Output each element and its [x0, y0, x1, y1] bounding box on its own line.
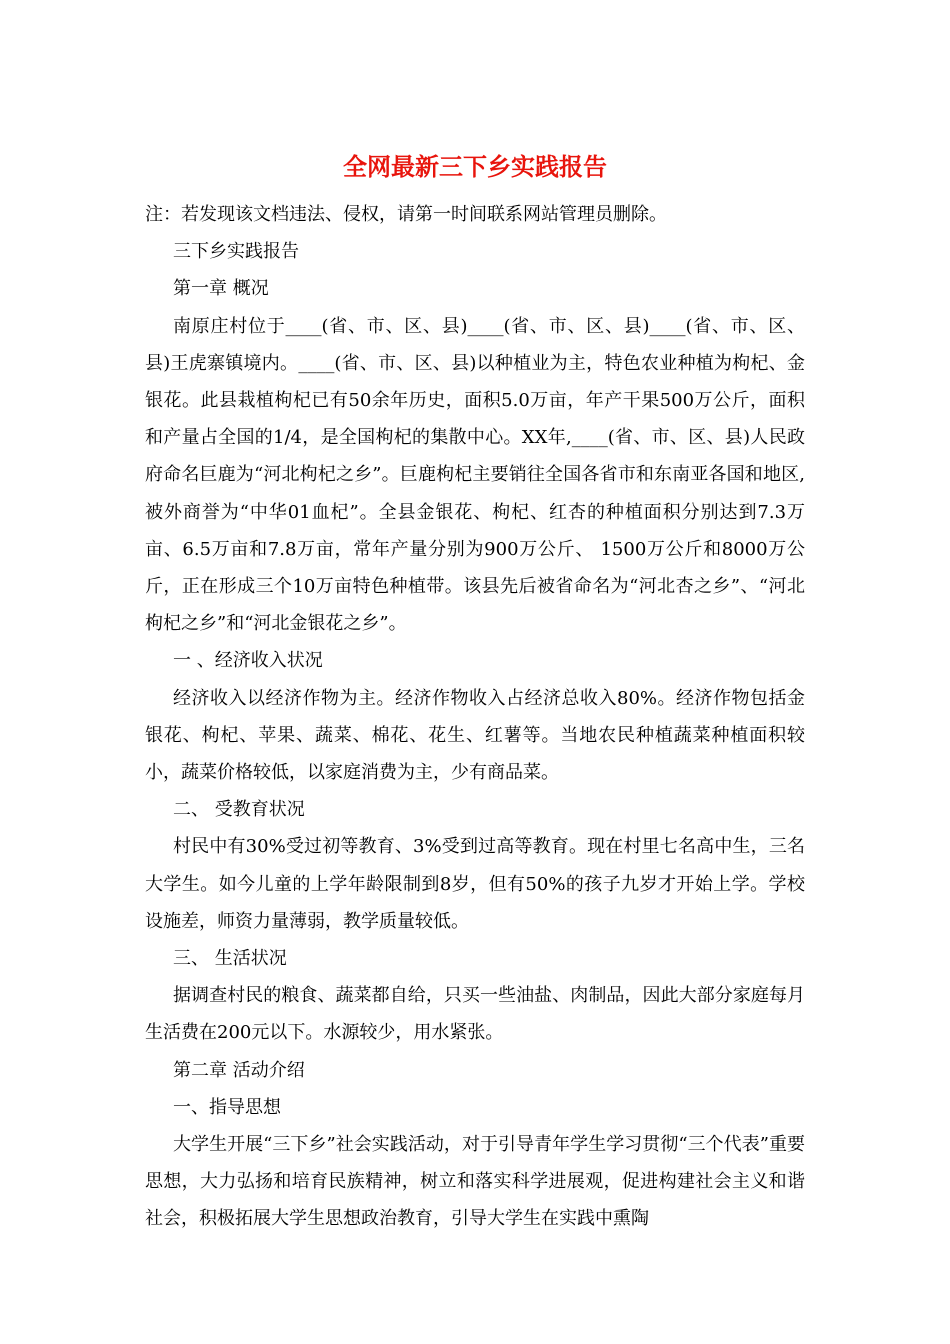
notice-paragraph: 注：若发现该文档违法、侵权，请第一时间联系网站管理员删除。	[145, 204, 667, 225]
body-paragraph: 南原庄村位于____(省、市、区、县)____(省、市、区、县)____(省、市、区、县)王虎寨镇境内。____(省、市、区、县)以种植业为主，特色农业种植为枸杞、金银花。此县栽植枸杞已有50余年历史，面积5.0万亩，年产干果500万公斤，面积和产量占全国的1/4，是全国枸杞的集散中心。XX年,____(省、市、区、县)人民政府命名巨鹿为“河北枸杞之乡”。巨鹿枸杞主要销往全国各省市和东南亚各国和地区,被外商誉为“中华01血杞”。全县金银花、枸杞、红杏的种植面积分别达到7.3万亩、6.5万亩和7.8万亩，常年产量分别为900万公斤、 1500万公斤和8000万公斤，正在形成三个10万亩特色种植带。该县先后被省命名为“河北杏之乡”、“河北枸杞之乡”和“河北金银花之乡”。	[145, 315, 805, 635]
section-heading: 一、指导思想	[173, 1096, 281, 1118]
chapter-heading: 第二章 活动介绍	[173, 1059, 305, 1081]
body-paragraph: 大学生开展“三下乡”社会实践活动，对于引导青年学生学习贯彻“三个代表”重要思想，大力弘扬和培育民族精神，树立和落实科学进展观，促进构建社会主义和谐社会，积极拓展大学生思想政治教育，引导大学生在实践中熏陶	[145, 1134, 805, 1230]
section-heading: 二、 受教育状况	[173, 799, 305, 821]
body-paragraph: 据调查村民的粮食、蔬菜都自给，只买一些油盐、肉制品，因此大部分家庭每月生活费在200元以下。水源较少，用水紧张。	[145, 985, 805, 1044]
section-heading: 三、 生活状况	[173, 948, 287, 970]
section-heading: 一 、经济收入状况	[173, 650, 323, 672]
chapter-heading: 第一章 概况	[173, 278, 269, 300]
document-body	[145, 196, 805, 1238]
report-subtitle: 三下乡实践报告	[173, 241, 299, 263]
body-paragraph: 经济收入以经济作物为主。经济作物收入占经济总收入80%。经济作物包括金银花、枸杞、苹果、蔬菜、棉花、花生、红薯等。当地农民种植蔬菜种植面积较小，蔬菜价格较低，以家庭消费为主，少有商品菜。	[145, 687, 805, 784]
body-paragraph: 村民中有30%受过初等教育、3%受到过高等教育。现在村里七名高中生，三名大学生。如今儿童的上学年龄限制到8岁，但有50%的孩子九岁才开始上学。学校设施差，师资力量薄弱，教学质量较低。	[145, 836, 805, 932]
document-title: 全网最新三下乡实践报告	[343, 152, 607, 181]
